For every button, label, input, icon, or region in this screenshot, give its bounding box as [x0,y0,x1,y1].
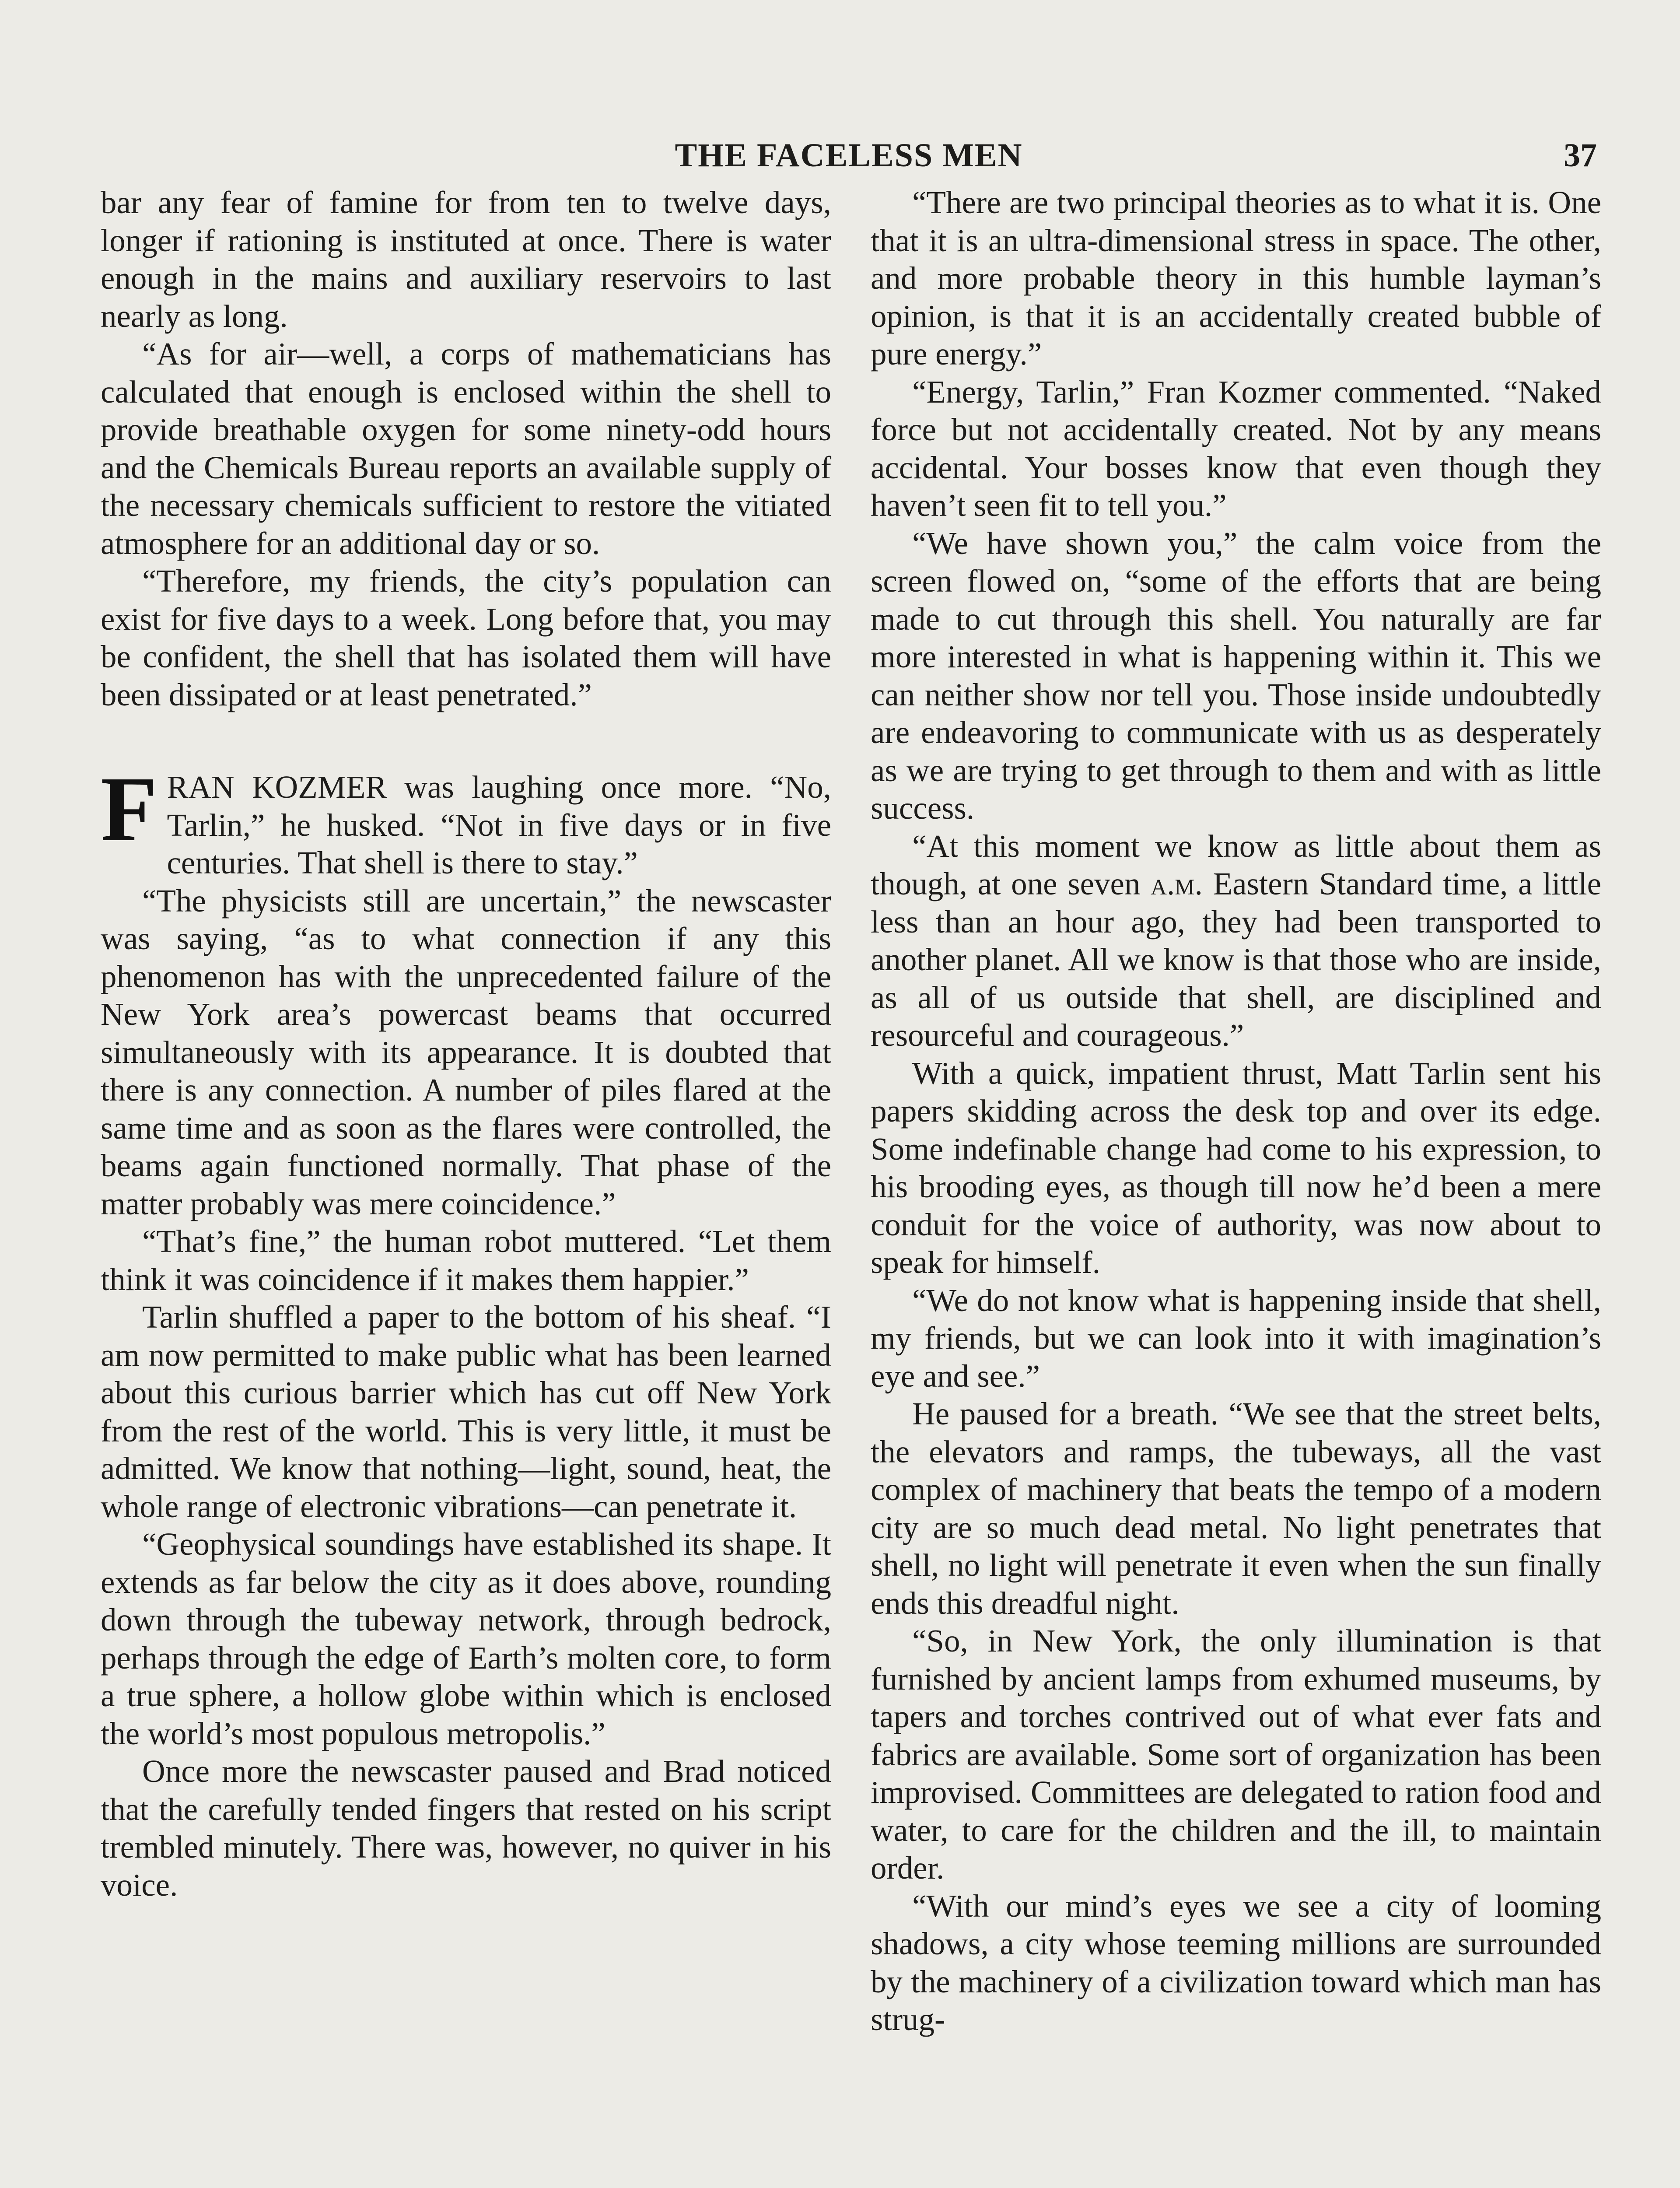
paragraph-text: Eastern Standard time, a little less than an hour ago, they had been transported to another planet. All we know is that those who are inside, as all of us outside that shell, are disciplined and resourceful and courageous.” [871,866,1602,1053]
running-head [101,131,1597,179]
right-column [871,184,1601,2039]
paragraph: “Therefore, my friends, the city’s population can exist for five days to a week. Long before that, you may be confident, the shell that has isolated them will have been dissipated or at least penetrated.” [101,563,831,712]
drop-cap: F [101,757,158,860]
paragraph: “We have shown you,” the calm voice from the screen flowed on, “some of the efforts that are being made to cut through this shell. You naturally are far more interested in what is happening within it. This we can neither show nor tell you. Those inside undoubtedly are endeavoring to communicate with us as desperately as we are trying to get through to them and with as little success. [871,525,1601,826]
paragraph: “Geophysical soundings have established its shape. It extends as far below the city as it does above, rounding down through the tubeway network, through bedrock, perhaps through the edge of Earth’s molten core, to form a true sphere, a hollow globe within which is enclosed the world’s most populous metropolis.” [101,1526,831,1751]
paragraph: bar any fear of famine for from ten to twelve days, longer if rationing is instituted at once. There is water enough in the mains and auxiliary reservoirs to last nearly as long. [101,185,831,334]
running-title: THE FACELESS MEN [675,137,1023,174]
paragraph: “Energy, Tarlin,” Fran Kozmer commented. “Naked force but not accidentally created. Not by any means accidental. Your bosses know that even though they haven’t seen fit to tell you.” [871,374,1601,523]
paragraph: “We do not know what is happening inside that shell, my friends, but we can look into it with imagination’s eye and see.” [871,1282,1601,1394]
paragraph: He paused for a breath. “We see that the street belts, the elevators and ramps, the tubeways, all the vast complex of machinery that beats the tempo of a modern city are so much dead metal. No light penetrates that shell, no light will penetrate it even when the sun finally ends this dreadful night. [871,1396,1601,1621]
time-abbreviation: a.m. [1151,866,1203,901]
page-number: 37 [1564,137,1597,174]
paragraph: With a quick, impatient thrust, Matt Tarlin sent his papers skidding across the desk top and over its edge. Some indefinable change had come to his expression, to his brooding eyes, as though till now he’d been a mere conduit for the voice of authority, was now about to speak for himself. [871,1055,1601,1280]
paragraph-text: “At this moment we know as little about them as though, at one seven [871,828,1601,901]
paragraph: “There are two principal theories as to what it is. One that it is an ultra-dimensional stress in space. The other, and more probable theory in this humble layman’s opinion, is that it is an accidentally created bubble of pure energy.” [871,185,1601,372]
paragraph: “With our mind’s eyes we see a city of looming shadows, a city whose teeming millions are surrounded by the machinery of a civilization toward which man has strug- [871,1888,1601,2037]
paragraph: “So, in New York, the only illumination is that furnished by ancient lamps from exhumed museums, by tapers and torches contrived out of what ever fats and fabrics are available. Some sort of organization has been improvised. Committees are delegated to ration food and water, to care for the children and the ill, to maintain order. [871,1623,1601,1886]
paragraph: “The physicists still are uncertain,” the newscaster was saying, “as to what connection if any this phenomenon has with the unprecedented failure of the New York area’s powercast beams that occurred simultaneously with its appearance. It is doubted that there is any connection. A number of piles flared at the same time and as soon as the flares were controlled, the beams again functioned normally. That phase of the matter probably was mere coincidence.” [101,883,831,1221]
paragraph-with-drop-cap [101,757,831,882]
paragraph: Once more the newscaster paused and Brad noticed that the carefully tended fingers that rested on his script trembled minutely. There was, however, no quiver in his voice. [101,1753,831,1903]
paragraph [871,828,1601,1055]
paragraph: “As for air—well, a corps of mathematicians has calculated that enough is enclosed within the shell to provide breathable oxygen for some ninety-odd hours and the Chemicals Bureau reports an available supply of the necessary chemicals sufficient to restore the vitiated atmosphere for an additional day or so. [101,336,831,561]
paragraph: Tarlin shuffled a paper to the bottom of his sheaf. “I am now permitted to make public what has been learned about this curious barrier which has cut off New York from the rest of the world. This is very little, it must be admitted. We know that nothing—light, sound, heat, the whole range of electronic vibrations—can penetrate it. [101,1299,831,1524]
left-column [101,184,831,1904]
paragraph-text: RAN KOZMER was laughing once more. “No, Tarlin,” he husked. “Not in five days or in five centuries. That shell is there to stay.” [167,769,831,880]
paragraph: “That’s fine,” the human robot muttered. “Let them think it was coincidence if it makes them happier.” [101,1224,831,1297]
